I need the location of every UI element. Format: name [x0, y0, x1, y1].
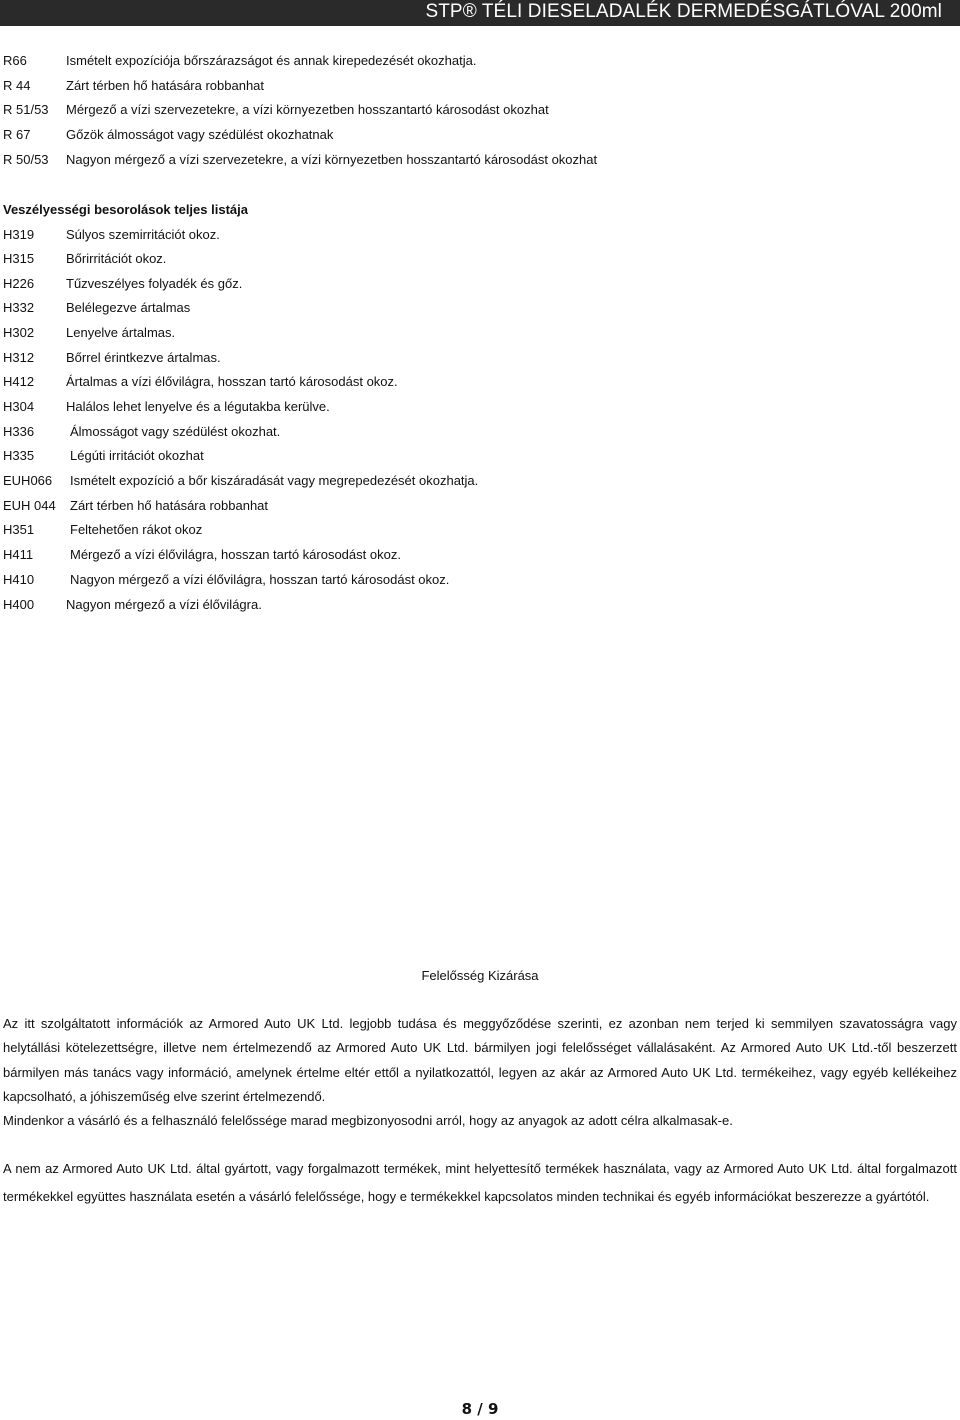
r-phrase-code: R66: [3, 53, 27, 68]
hazard-text: Légúti irritációt okozhat: [70, 448, 204, 463]
hazard-code: H226: [3, 276, 35, 291]
hazard-code: H304: [3, 399, 35, 414]
document-title: STP® TÉLI DIESELADALÉK DERMEDÉSGÁTLÓVAL 200ml: [425, 1, 942, 22]
hazard-text: Ártalmas a vízi élővilágra, hosszan tartó károsodást okoz.: [66, 374, 398, 389]
hazard-code: H312: [3, 350, 35, 365]
hazard-text: Feltehetően rákot okoz: [70, 522, 203, 537]
hazard-text: Tűzveszélyes folyadék és gőz.: [66, 276, 243, 291]
hazard-text: Lenyelve ártalmas.: [66, 325, 176, 340]
hazard-code: H332: [3, 300, 35, 315]
r-phrase-code: R 44: [3, 78, 31, 93]
r-phrase-code: R 50/53: [3, 152, 49, 167]
page-number: 8 / 9: [461, 1400, 499, 1418]
hazard-code: H302: [3, 325, 35, 340]
r-phrase-text: Gőzök álmosságot vagy szédülést okozhatnak: [66, 127, 334, 142]
hazard-text: Súlyos szemirritációt okoz.: [66, 227, 220, 242]
r-phrase-text: Nagyon mérgező a vízi szervezetekre, a vízi környezetben hosszantartó károsodást okozhat: [66, 152, 598, 167]
hazard-code: EUH 044: [3, 498, 56, 513]
hazard-text: Nagyon mérgező a vízi élővilágra.: [66, 597, 262, 612]
hazard-code: H400: [3, 597, 35, 612]
hazard-text: Bőrrel érintkezve ártalmas.: [66, 350, 221, 365]
disclaimer-paragraph: Mindenkor a vásárló és a felhasználó felelőssége marad megbizonyosodni arról, hogy az anyagok az adott célra alkalmasak-e.: [3, 1113, 733, 1128]
hazard-code: H351: [3, 522, 35, 537]
r-phrase-code: R 67: [3, 127, 31, 142]
hazard-code: H410: [3, 572, 35, 587]
disclaimer-paragraph: A nem az Armored Auto UK Ltd. által gyártott, vagy forgalmazott termékek, mint helyettesítő termékek használata, vagy az Armored Auto UK Ltd. által forgalmazott termékekkel együttes használata esetén a vásárló felelőssége, hogy e termékekkel kapcsolatos minden technikai és egyéb információkat beszerezze a gyártótól.: [3, 1161, 957, 1204]
hazard-text: Belélegezve ártalmas: [66, 300, 191, 315]
hazard-code: H411: [3, 547, 34, 562]
hazard-code: H412: [3, 374, 35, 389]
hazard-text: Álmosságot vagy szédülést okozhat.: [70, 424, 281, 439]
r-phrase-code: R 51/53: [3, 102, 49, 117]
disclaimer-paragraph: Az itt szolgáltatott információk az Armored Auto UK Ltd. legjobb tudása és meggyőződése szerinti, ez azonban nem terjed ki semmilyen szavatosságra vagy helytállási kötelezettségre, illetve nem értelmezendő az Armored Auto UK Ltd. bármilyen jogi felelősséget vállalásaként. Az Armored Auto UK Ltd.-től beszerzett bármilyen más tanács vagy információ, amelynek értelme eltér ettől a nyilatkozattól, legyen az akár az Armored Auto UK Ltd. termékeihez, vagy egyéb kellékeihez kapcsolható, a jóhiszeműség elve szerint értelmezendő.: [3, 1016, 957, 1105]
hazard-text: Bőrirritációt okoz.: [66, 251, 167, 266]
hazard-code: H319: [3, 227, 35, 242]
hazard-code: H315: [3, 251, 35, 266]
hazard-section-heading: Veszélyességi besorolások teljes listája: [3, 202, 248, 217]
hazard-code: EUH066: [3, 473, 53, 488]
disclaimer-title: Felelősség Kizárása: [421, 968, 539, 983]
r-phrase-text: Ismételt expozíciója bőrszárazságot és annak kirepedezését okozhatja.: [66, 53, 477, 68]
hazard-text: Zárt térben hő hatására robbanhat: [70, 498, 269, 513]
document-header: [0, 0, 960, 26]
hazard-code: H336: [3, 424, 35, 439]
hazard-code: H335: [3, 448, 35, 463]
hazard-text: Halálos lehet lenyelve és a légutakba kerülve.: [66, 399, 330, 414]
hazard-text: Mérgező a vízi élővilágra, hosszan tartó károsodást okoz.: [70, 547, 401, 562]
r-phrase-text: Zárt térben hő hatására robbanhat: [66, 78, 265, 93]
hazard-text: Ismételt expozíció a bőr kiszáradását vagy megrepedezését okozhatja.: [70, 473, 479, 488]
r-phrase-text: Mérgező a vízi szervezetekre, a vízi környezetben hosszantartó károsodást okozhat: [66, 102, 549, 117]
hazard-text: Nagyon mérgező a vízi élővilágra, hosszan tartó károsodást okoz.: [70, 572, 450, 587]
